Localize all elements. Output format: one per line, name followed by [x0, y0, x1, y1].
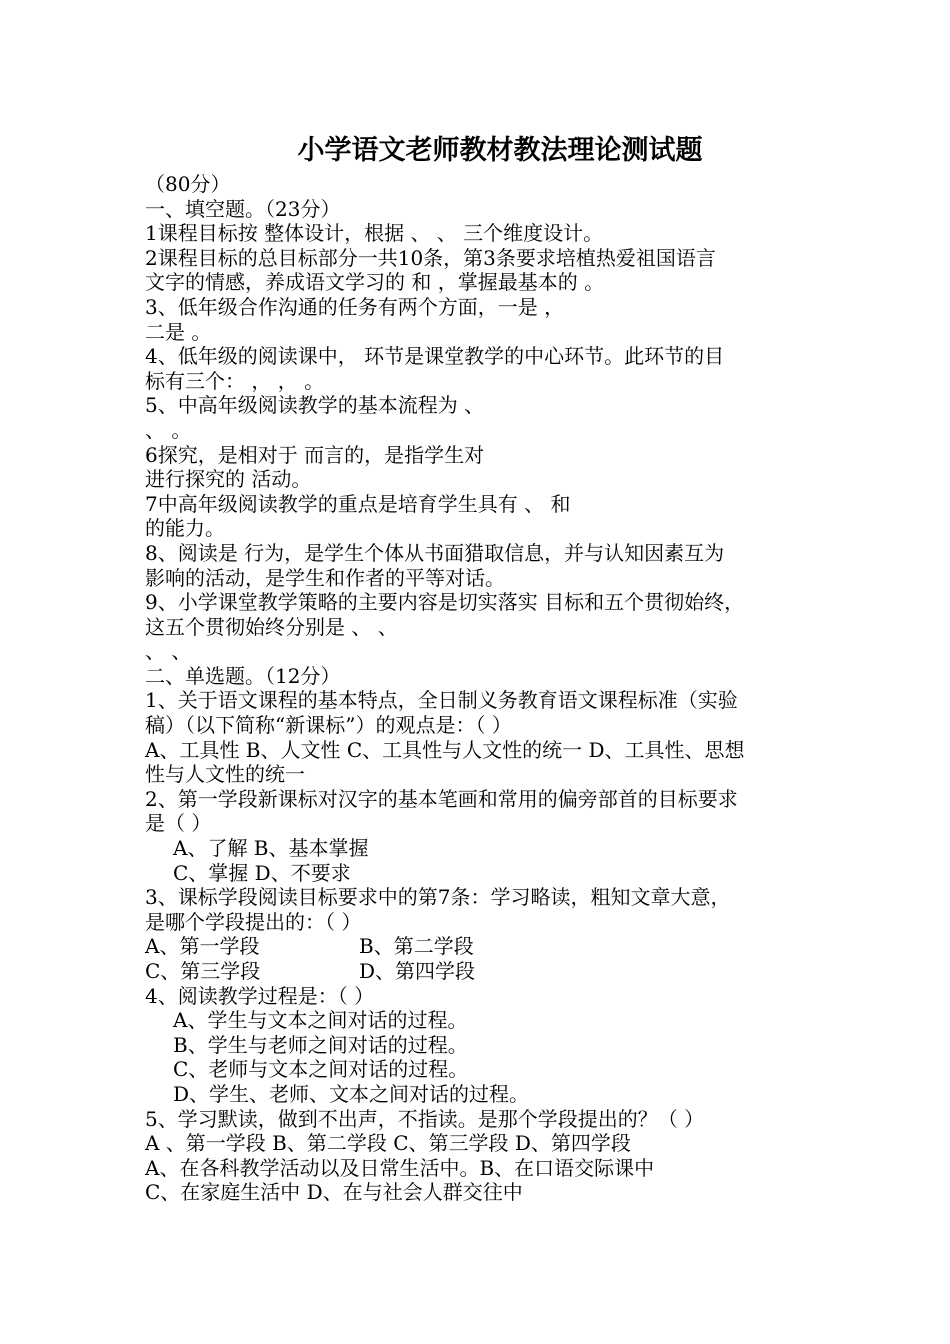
- text-line: 3、低年级合作沟通的任务有两个方面，一是 ，: [145, 294, 565, 319]
- text-line: 7中高年级阅读教学的重点是培育学生具有 、 和: [145, 491, 571, 516]
- option-row: [145, 934, 835, 959]
- document-page: [145, 132, 835, 1205]
- text-line: 2、第一学段新课标对汉字的基本笔画和常用的偏旁部首的目标要求: [145, 786, 738, 811]
- text-line: 3、课标学段阅读目标要求中的第7条：学习略读，粗知文章大意，: [145, 885, 731, 910]
- text-line: 二是 。: [145, 319, 212, 344]
- text-line: 、 、: [145, 639, 192, 664]
- text-line: 是哪个学段提出的：（ ）: [145, 909, 362, 934]
- text-line: 5、学习默读，做到不出声，不指读。是那个学段提出的？（ ）: [145, 1106, 705, 1131]
- text-line: A、在各科教学活动以及日常生活中。B、在口语交际课中: [145, 1155, 655, 1180]
- option-row: [145, 959, 835, 984]
- text-line: 9、小学课堂教学策略的主要内容是切实落实 目标和五个贯彻始终，: [145, 590, 745, 615]
- text-line: A、了解 B、基本掌握: [173, 836, 369, 861]
- text-line: B、学生与老师之间对话的过程。: [173, 1032, 468, 1057]
- text-line: C、老师与文本之间对话的过程。: [173, 1057, 469, 1082]
- text-line: 这五个贯彻始终分别是 、 、: [145, 614, 398, 639]
- option-right: B、第二学段: [359, 934, 474, 959]
- text-line: 2课程目标的总目标部分一共10条，第3条要求培植热爱祖国语言: [145, 245, 716, 270]
- document-title: 小学语文老师教材教法理论测试题: [297, 135, 703, 166]
- text-line: 5、中高年级阅读教学的基本流程为 、: [145, 393, 485, 418]
- text-line: 1课程目标按 整体设计，根据 、 、 三个维度设计。: [145, 221, 604, 246]
- option-left: C、第三学段: [145, 959, 261, 983]
- text-line: （80分）: [145, 172, 231, 196]
- text-line: 6探究，是相对于 而言的，是指学生对: [145, 442, 485, 467]
- text-line: 标有三个： ， ， 。: [145, 368, 325, 393]
- text-line: 一、填空题。（23分）: [145, 196, 341, 221]
- text-line: 性与人文性的统一: [145, 762, 305, 787]
- text-line: D、学生、老师、文本之间对话的过程。: [173, 1081, 530, 1106]
- text-line: 文字的情感，养成语文学习的 和 ，掌握最基本的 。: [145, 270, 605, 295]
- text-line: 、 。: [145, 417, 192, 442]
- text-line: 4、阅读教学过程是：（ ）: [145, 983, 375, 1008]
- text-line: C、掌握 D、不要求: [173, 860, 351, 885]
- text-line: 影响的活动，是学生和作者的平等对话。: [145, 565, 505, 590]
- text-line: A 、第一学段 B、第二学段 C、第三学段 D、第四学段: [145, 1131, 631, 1156]
- text-line: A、学生与文本之间对话的过程。: [173, 1008, 468, 1033]
- text-line: 的能力。: [145, 516, 225, 541]
- text-line: 是（ ）: [145, 811, 212, 836]
- text-line: A、工具性 B、人文性 C、工具性与人文性的统一 D、工具性、思想: [145, 737, 745, 762]
- option-right: D、第四学段: [359, 959, 476, 983]
- option-left: A、第一学段: [145, 934, 260, 959]
- document-body: [145, 172, 835, 1205]
- text-line: 稿）（以下简称“新课标”）的观点是：（ ）: [145, 713, 512, 738]
- text-line: C、在家庭生活中 D、在与社会人群交往中: [145, 1180, 523, 1205]
- text-line: 1、关于语文课程的基本特点，全日制义务教育语文课程标准（实验: [145, 688, 738, 713]
- text-line: 4、低年级的阅读课中， 环节是课堂教学的中心环节。此环节的目: [145, 344, 725, 369]
- text-line: 进行探究的 活动。: [145, 467, 312, 492]
- text-line: 8、阅读是 行为，是学生个体从书面猎取信息，并与认知因素互为: [145, 540, 725, 565]
- text-line: 二、单选题。（12分）: [145, 663, 341, 688]
